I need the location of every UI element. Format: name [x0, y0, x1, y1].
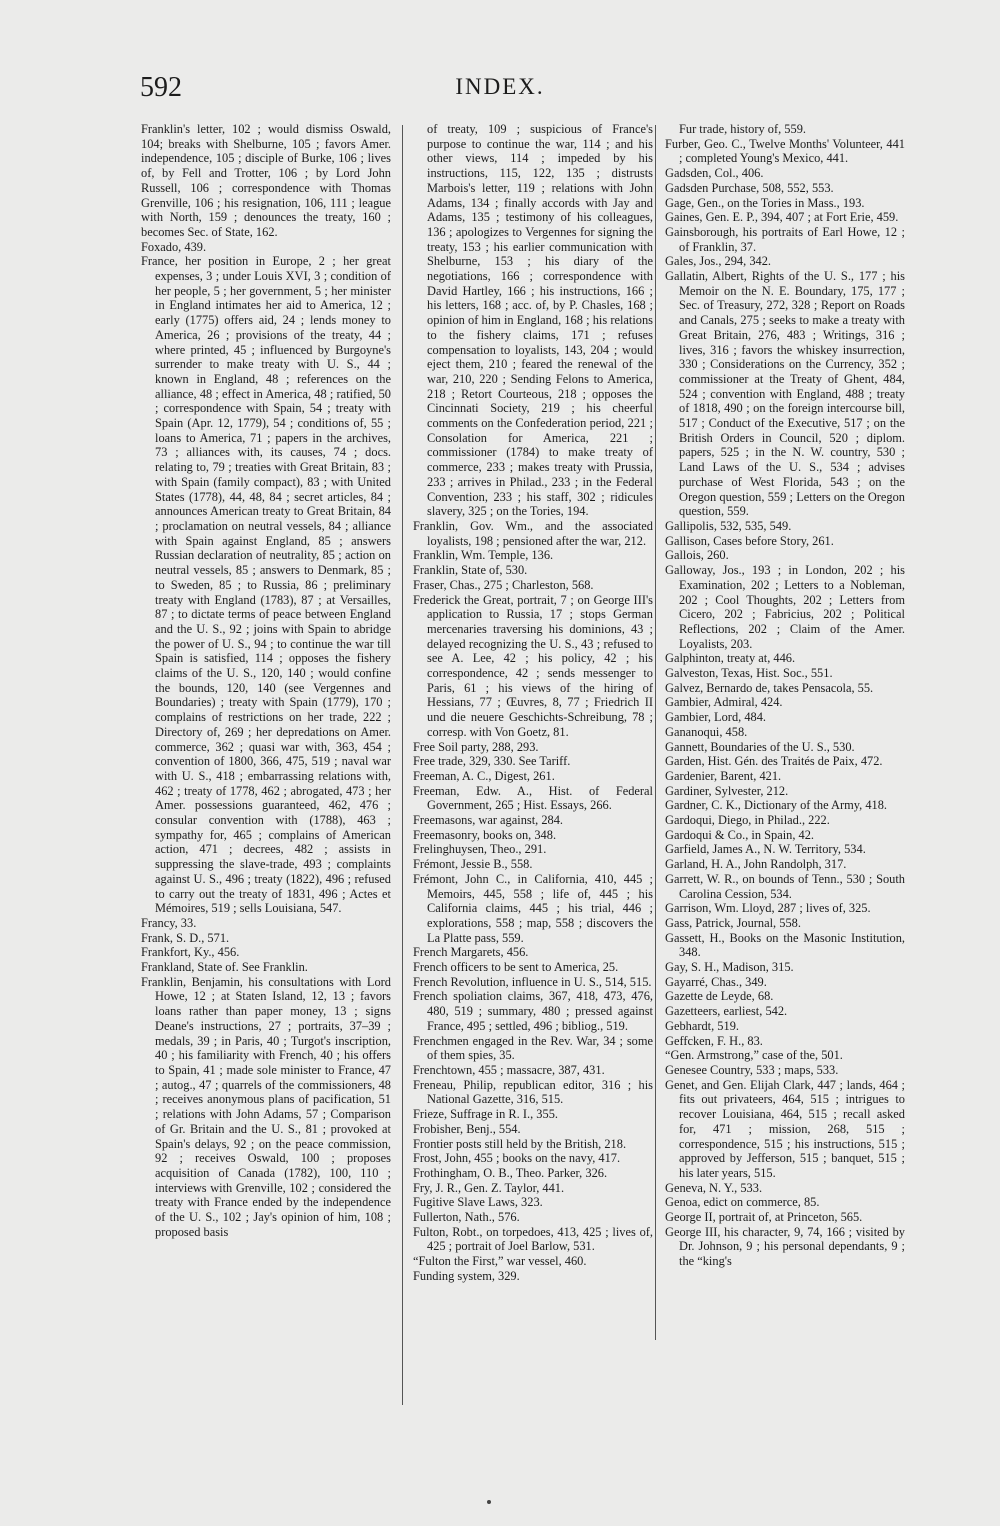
index-entry: Gass, Patrick, Journal, 558.	[665, 915, 801, 930]
index-entry: Gardiner, Sylvester, 212.	[665, 783, 789, 798]
index-entry: French Margarets, 456.	[413, 945, 529, 960]
index-entry: Gaines, Gen. E. P., 394, 407 ; at Fort Erie, 459.	[665, 210, 899, 225]
index-entry: Freeman, A. C., Digest, 261.	[413, 768, 555, 783]
index-entry: Franklin, Wm. Temple, 136.	[413, 548, 554, 563]
index-entry: Franklin, State of, 530.	[413, 563, 528, 578]
index-entry: “Gen. Armstrong,” case of the, 501.	[665, 1048, 843, 1063]
index-entry: Galloway, Jos., 193 ; in London, 202 ; his Examination, 202 ; Letters to a Nobleman, 202 ; Cool Thoughts, 202 ; Letters from Cicero, 202 ; Fabricius, 202 ; Political Reflections, 202 ; Claim of the Amer. Loyalists, 203.	[665, 563, 905, 651]
index-entry: Frenchmen engaged in the Rev. War, 34 ; some of them spies, 35.	[413, 1033, 653, 1063]
index-entry: Franklin, Benjamin, his consultations with Lord Howe, 12 ; at Staten Island, 12, 13 ; favors loans rather than paper money, 13 ; signs Deane's instructions, 27 ; portraits, 37–39 ; medals, 39 ; in Paris, 40 ; Turgot's inscription, 40 ; his familiarity with French, 40 ; his offers to Spain, 41 ; made sole minister to France, 47 ; autog., 47 ; quarrels of the commissioners, 48 ; receives anonymous plans of pacification, 51 ; relations with John Adams, 57 ; Comparison of Gr. Britain and the U. S., 81 ; provoked at Spain's delays, 92 ; on the peace commission, 92 ; receives Oswald, 100 ; proposes acquisition of Canada (1782), 100, 110 ; interviews with Grenville, 102 ; considered the treaty with France ended by the independence of the U. S., 102 ; Jay's opinion of him, 108 ; proposed basis	[141, 974, 391, 1239]
index-entry: Geneva, N. Y., 533.	[665, 1180, 763, 1195]
index-entry: George III, his character, 9, 74, 166 ; visited by Dr. Johnson, 9 ; his personal dependants, 9 ; the “king's	[665, 1224, 905, 1269]
index-entry: Frank, S. D., 571.	[141, 930, 230, 945]
index-entry: Frieze, Suffrage in R. I., 355.	[413, 1107, 558, 1122]
index-entry: Gay, S. H., Madison, 315.	[665, 960, 794, 975]
index-entry: Gardenier, Barent, 421.	[665, 768, 782, 783]
index-entry: Foxado, 439.	[141, 239, 207, 254]
index-column-2	[413, 122, 653, 1284]
index-entry: French spoliation claims, 367, 418, 473, 476, 480, 519 ; summary, 480 ; pressed against France, 495 ; settled, 496 ; bibliog., 519.	[413, 989, 653, 1033]
index-entry: Gardner, C. K., Dictionary of the Army, 418.	[665, 798, 888, 813]
print-speck	[487, 1500, 491, 1504]
index-entry: Gananoqui, 458.	[665, 724, 748, 739]
index-entry: France, her position in Europe, 2 ; her great expenses, 3 ; under Louis XVI, 3 ; condition of her people, 5 ; her government, 5 ; her minister in England intimates her aid to America, 12 ; early (1775) offers aid, 24 ; lends money to America, 26 ; provisions of the treaty, 44 ; where printed, 45 ; influenced by Burgoyne's surrender to make treaty with U. S., 44 ; known in England, 48 ; references on the alliance, 48 ; effect in America, 48 ; ratified, 50 ; correspondence with Spain, 54 ; treaty with Spain (Apr. 12, 1779), 54 ; conditions of, 55 ; loans to America, 71 ; papers in the archives, 73 ; alliances with, its causes, 74 ; docs. relating to, 79 ; treaties with Great Britain, 83 ; with Spain (family compact), 83 ; with United States (1778), 44, 48, 84 ; secret articles, 84 ; announces American treaty to Great Britain, 84 ; proclamation on neutral vessels, 84 ; alliance with Spain against England, 85 ; answers Russian declaration of neutrality, 85 ; action on neutral vessels, 85 ; answers to Denmark, 85 ; to Sweden, 85 ; to Russia, 86 ; preliminary treaty with England (1783), 87 ; at Versailles, 87 ; to dictate terms of peace between England and the U. S., 92 ; joins with Spain to abridge the power of U. S., 94 ; to continue the war till Spain is satisfied, 114 ; opposes the fishery claims of the U. S., 120, 140 ; would confine the bounds, 120, 140 (see Vergennes and Boundaries) ; treaty with Spain (1779), 170 ; complains of restrictions on her trade, 222 ; Directory of, 269 ; her depredations on Amer. commerce, 362 ; quasi war with, 363, 454 ; convention of 1800, 366, 475, 519 ; naval war with U. S., 418 ; embarrassing relations with, 462 ; treaty of 1778, 462 ; abrogated, 473 ; her Amer. possessions guaranteed, 462, 476 ; consular convention with (1788), 463 ; sympathy for, 465 ; complains of American action, 471 ; decrees, 482 ; assists in suppressing the slave-trade, 493 ; complaints against U. S., 496 ; treaty (1822), 496 ; refused to carry out the treaty of 1831, 496 ; Actes et Mémoires, 519 ; sells Louisiana, 547.	[141, 254, 391, 916]
index-entry: Galveston, Texas, Hist. Soc., 551.	[665, 666, 833, 681]
index-entry: Gage, Gen., on the Tories in Mass., 193.	[665, 195, 865, 210]
index-entry: Gazetteers, earliest, 542.	[665, 1004, 788, 1019]
index-entry: Genet, and Gen. Elijah Clark, 447 ; lands, 464 ; fits out privateers, 464, 515 ; intrigues to recover Louisiana, 464, 515 ; recall asked for, 471 ; mission, 268, 515 ; correspondence, 515 ; his instructions, 515 ; approved by Jefferson, 515 ; banquet, 515 ; his later years, 515.	[665, 1077, 905, 1180]
column-divider-right	[655, 125, 656, 1340]
index-entry: Fulton, Robt., on torpedoes, 413, 425 ; lives of, 425 ; portrait of Joel Barlow, 531.	[413, 1224, 653, 1254]
index-entry: Gardoqui, Diego, in Philad., 222.	[665, 813, 830, 828]
index-entry: Gambier, Lord, 484.	[665, 710, 767, 725]
index-entry: Geffcken, F. H., 83.	[665, 1033, 763, 1048]
index-entry: Frothingham, O. B., Theo. Parker, 326.	[413, 1165, 608, 1180]
index-entry: Gadsden Purchase, 508, 552, 553.	[665, 180, 834, 195]
index-entry: Gazette de Leyde, 68.	[665, 989, 774, 1004]
page-title: INDEX.	[455, 74, 545, 99]
index-entry: Frémont, Jessie B., 558.	[413, 857, 533, 872]
index-entry: Free trade, 329, 330. See Tariff.	[413, 754, 571, 769]
index-entry: Garrison, Wm. Lloyd, 287 ; lives of, 325.	[665, 901, 871, 916]
index-entry: Freeman, Edw. A., Hist. of Federal Government, 265 ; Hist. Essays, 266.	[413, 783, 653, 813]
index-entry: Frontier posts still held by the British, 218.	[413, 1136, 627, 1151]
index-entry: Galvez, Bernardo de, takes Pensacola, 55.	[665, 680, 874, 695]
index-entry: Freneau, Philip, republican editor, 316 ; his National Gazette, 316, 515.	[413, 1077, 653, 1107]
index-entry: Free Soil party, 288, 293.	[413, 739, 539, 754]
index-entry: Gainsborough, his portraits of Earl Howe, 12 ; of Franklin, 37.	[665, 224, 905, 254]
index-entry: Genoa, edict on commerce, 85.	[665, 1195, 820, 1210]
index-entry: Gales, Jos., 294, 342.	[665, 254, 772, 269]
index-entry: Fry, J. R., Gen. Z. Taylor, 441.	[413, 1180, 565, 1195]
index-entry: Freemasonry, books on, 348.	[413, 827, 557, 842]
index-entry: “Fulton the First,” war vessel, 460.	[413, 1254, 587, 1269]
index-entry: Garden, Hist. Gén. des Traités de Paix, 472.	[665, 754, 883, 769]
index-entry: Gallipolis, 532, 535, 549.	[665, 518, 792, 533]
index-entry: Gambier, Admiral, 424.	[665, 695, 783, 710]
index-entry: Gannett, Boundaries of the U. S., 530.	[665, 739, 855, 754]
index-entry: Gebhardt, 519.	[665, 1018, 739, 1033]
index-entry: Garland, H. A., John Randolph, 317.	[665, 857, 847, 872]
index-entry: Fraser, Chas., 275 ; Charleston, 568.	[413, 577, 594, 592]
index-entry: Franklin's letter, 102 ; would dismiss Oswald, 104; breaks with Shelburne, 105 ; favors Amer. independence, 105 ; disciple of Burke, 106 ; lives of, by Fell and Trotter, 106 ; by Lord John Russell, 106 ; correspondence with Thomas Grenville, 106 ; his resignation, 106, 111 ; league with North, 159 ; denounces the treaty, 160 ; becomes Sec. of State, 162.	[141, 122, 391, 239]
index-entry: of treaty, 109 ; suspicious of France's purpose to continue the war, 114 ; and his other views, 114 ; impeded by his instructions, 115, 122, 135 ; distrusts Marbois's letter, 119 ; relations with John Adams, 134 ; finally accords with Jay and Adams, 135 ; testimony of his colleagues, 136 ; apologizes to Vergennes for signing the treaty, 153 ; his earlier communication with Shelburne, 153 ; his diary of the negotiations, 166 ; correspondence with David Hartley, 166 ; his instructions, 166 ; his letters, 168 ; acc. of, by P. Chasles, 168 ; opinion of him in England, 168 ; his relations to the fishery claims, 171 ; refuses compensation to loyalists, 143, 204 ; would eject them, 210 ; feared the renewal of the war, 210, 220 ; Sending Felons to America, 218 ; Retort Courteous, 218 ; opposes the Cincinnati Society, 219 ; his cheerful comments on the Confederation period, 221 ; Consolation for America, 221 ; commissioner (1784) to make treaty of commerce, 233 ; makes treaty with Prussia, 233 ; arrives in Philad., 233 ; in the Federal Convention, 233 ; his staff, 302 ; ridicules slavery, 325 ; on the Tories, 194.	[427, 122, 653, 519]
index-entry: Frost, John, 455 ; books on the navy, 417.	[413, 1151, 621, 1166]
column-divider-left	[402, 125, 403, 1405]
page-number: 592	[140, 72, 182, 103]
index-entry: French officers to be sent to America, 25.	[413, 960, 619, 975]
index-entry: Gayarré, Chas., 349.	[665, 974, 767, 989]
index-entry: Gassett, H., Books on the Masonic Institution, 348.	[665, 930, 905, 960]
index-entry: Frémont, John C., in California, 410, 445 ; Memoirs, 445, 558 ; life of, 445 ; his California claims, 445 ; his trial, 446 ; explorations, 558 ; map, 558 ; discovers the La Platte pass, 559.	[413, 871, 653, 945]
index-entry: Frelinghuysen, Theo., 291.	[413, 842, 547, 857]
index-entry: Freemasons, war against, 284.	[413, 813, 564, 828]
index-entry: Garfield, James A., N. W. Territory, 534.	[665, 842, 866, 857]
index-entry: Furber, Geo. C., Twelve Months' Volunteer, 441 ; completed Young's Mexico, 441.	[665, 136, 905, 166]
index-entry: Fur trade, history of, 559.	[679, 122, 806, 136]
index-entry: Gallois, 260.	[665, 548, 729, 563]
index-entry: Frobisher, Benj., 554.	[413, 1121, 521, 1136]
index-entry: Frankfort, Ky., 456.	[141, 945, 240, 960]
index-entry: Gallison, Cases before Story, 261.	[665, 533, 834, 548]
index-entry: French Revolution, influence in U. S., 514, 515.	[413, 974, 652, 989]
index-entry: Gadsden, Col., 406.	[665, 166, 764, 181]
index-entry: Gardoqui & Co., in Spain, 42.	[665, 827, 815, 842]
index-entry: Frenchtown, 455 ; massacre, 387, 431.	[413, 1063, 605, 1077]
index-column-3	[665, 122, 905, 1269]
index-entry: Frederick the Great, portrait, 7 ; on George III's application to Russia, 17 ; stops German mercenaries traversing his dominions, 43 ; delayed recognizing the U. S., 43 ; refused to see A. Lee, 42 ; his policy, 42 ; his correspondence, 42 ; sends messenger to Paris, 61 ; his views of the hiring of Hessians, 77 ; Œuvres, 8, 77 ; Friedrich II und die neuere Geschichts-Schreibung, 78 ; corresp. with Von Goetz, 81.	[413, 592, 653, 739]
index-entry: Francy, 33.	[141, 915, 197, 930]
index-entry: Frankland, State of. See Franklin.	[141, 960, 308, 975]
index-entry: Fugitive Slave Laws, 323.	[413, 1195, 543, 1210]
index-entry: Funding system, 329.	[413, 1268, 520, 1283]
index-entry: Garrett, W. R., on bounds of Tenn., 530 ; South Carolina Cession, 534.	[665, 871, 905, 901]
index-column-1	[141, 122, 391, 1239]
index-entry: George II, portrait of, at Princeton, 565.	[665, 1210, 863, 1225]
index-entry: Genesee Country, 533 ; maps, 533.	[665, 1063, 839, 1077]
index-entry: Franklin, Gov. Wm., and the associated loyalists, 198 ; pensioned after the war, 212.	[413, 518, 653, 548]
index-entry: Galphinton, treaty at, 446.	[665, 651, 796, 666]
index-entry: Gallatin, Albert, Rights of the U. S., 177 ; his Memoir on the N. E. Boundary, 175, 177 ; Sec. of Treasury, 272, 328 ; Report on Roads and Canals, 275 ; seeks to make a treaty with Great Britain, 276, 483 ; Writings, 316 ; lives, 316 ; favors the whiskey insurrection, 330 ; Considerations on the Currency, 352 ; commissioner at the Treaty of Ghent, 484, 524 ; convention with England, 488 ; treaty of 1818, 490 ; on the foreign intercourse bill, 517 ; Conduct of the Executive, 517 ; on the British Orders in Council, 520 ; diplom. papers, 525 ; in the N. W. country, 530 ; Land Laws of the U. S., 534 ; advises purchase of West Florida, 543 ; on the Oregon question, 559 ; Letters on the Oregon question, 559.	[665, 269, 905, 519]
index-entry: Fullerton, Nath., 576.	[413, 1210, 520, 1225]
